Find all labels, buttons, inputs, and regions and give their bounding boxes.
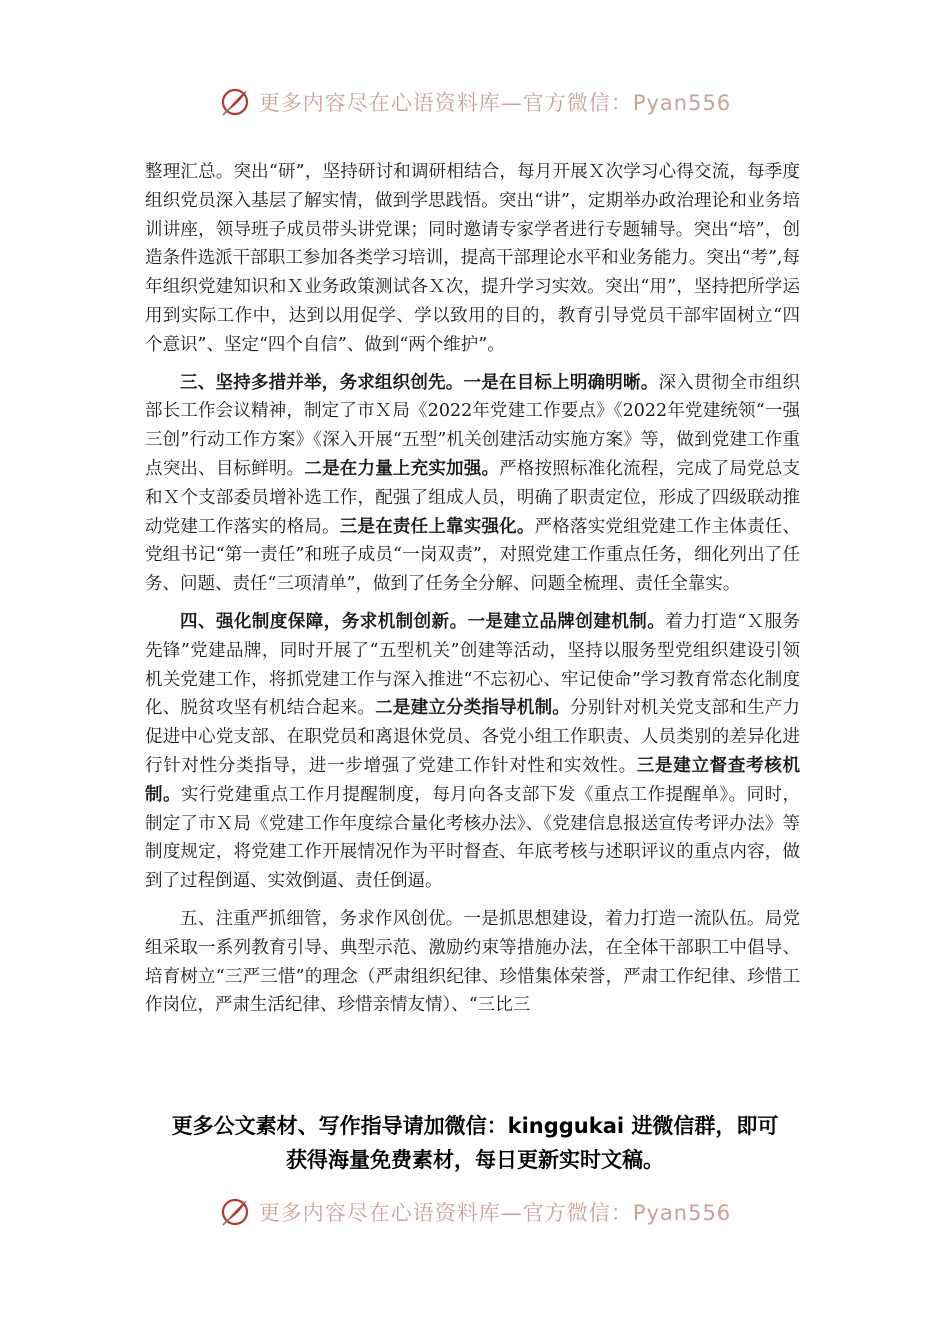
quill-logo-icon xyxy=(219,86,251,118)
document-body xyxy=(145,158,800,1020)
header-wechat-id: Pyan556 xyxy=(632,91,732,115)
paragraph-mechanism: 四、强化制度保障，务求机制创新。一是建立品牌创建机制。着力打造“Ｘ服务先锋”党建品牌，同时开展了“五型机关”创建等活动，坚持以服务型党组织建设引领机关党建工作，将抓党建工作与深入推进“不忘初心、牢记使命”学习教育常态化制度化、脱贫攻坚有机结合起来。二是建立分类指导机制。分别针对机关党支部和生产力促进中心党支部、在职党员和离退休党员、各党小组工作职责、人员类别的差异化进行针对性分类指导，进一步增强了党建工作针对性和实效性。三是建立督查考核机制。实行党建重点工作月提醒制度，每月向各支部下发《重点工作提醒单》。同时，制定了市Ｘ局《党建工作年度综合量化考核办法》、《党建信息报送宣传考评办法》等制度规定，将党建工作开展情况作为平时督查、年底考核与述职评议的重点内容，做到了过程倒逼、实效倒逼、责任倒逼。 xyxy=(145,611,801,892)
promo-notice xyxy=(135,1109,815,1177)
paragraph-organization: 三、坚持多措并举，务求组织创先。一是在目标上明确明晰。深入贯彻全市组织部长工作会议精神，制定了市Ｘ局《2022年党建工作要点》《2022年党建统领“一强三创”行动工作方案》《深入开展“五型”机关创建活动实施方案》等，做到党建工作重点突出、目标鲜明。二是在力量上充实加强。严格按照标准化流程，完成了局党总支和Ｘ个支部委员增补选工作，配强了组成人员，明确了职责定位，形成了四级联动推动党建工作落实的格局。三是在责任上靠实强化。严格落实党组党建工作主体责任、党组书记“第一责任”和班子成员“一岗双责”，对照党建工作重点任务，细化列出了任务、问题、责任“三项清单”，做到了任务全分解、问题全梳理、责任全靠实。 xyxy=(145,372,801,595)
point-2-heading: 二是在力量上充实加强。 xyxy=(304,458,500,479)
paragraph-study: 整理汇总。突出“研”，坚持研讨和调研相结合，每月开展Ｘ次学习心得交流，每季度组织党员深入基层了解实情，做到学思践悟。突出“讲”，定期举办政治理论和业务培训讲座，领导班子成员带头讲党课；同时邀请专家学者进行专题辅导。突出“培”，创造条件选派干部职工参加各类学习培训，提高干部理论水平和业务能力。突出“考”,每年组织党建知识和Ｘ业务政策测试各Ｘ次，提升学习实效。突出“用”，坚持把所学运用到实际工作中，达到以用促学、学以致用的目的，教育引导党员干部牢固树立“四个意识”、坚定“四个自信”、做到“两个维护”。 xyxy=(145,162,800,355)
promo-line-1: 更多公文素材、写作指导请加微信：kinggukai 进微信群，即可 xyxy=(171,1114,779,1138)
paragraph-style: 五、注重严抓细管，务求作风创优。一是抓思想建设，着力打造一流队伍。局党组采取一系列教育引导、典型示范、激励约束等措施办法，在全体干部职工中倡导、培育树立“三严三惜”的理念（严肃组织纪律、珍惜集体荣誉，严肃工作纪律、珍惜工作岗位，严肃生活纪律、珍惜亲情友情）、“三比三 xyxy=(145,908,800,1016)
point-1-heading: 一是在目标上明确明晰。 xyxy=(463,372,659,393)
footer-banner xyxy=(0,1192,950,1232)
quill-logo-icon xyxy=(219,1196,251,1228)
point-1-heading: 一是建立品牌创建机制。 xyxy=(467,611,666,632)
point-3-heading: 三是建立督查考核机制。 xyxy=(145,755,801,805)
section-heading-3: 三、坚持多措并举，务求组织创先。 xyxy=(180,372,464,393)
promo-line-2: 获得海量免费素材，每日更新实时文稿。 xyxy=(286,1148,664,1172)
header-banner xyxy=(0,82,950,122)
header-banner-text: 更多内容尽在心语资料库—官方微信：Pyan556 xyxy=(258,91,732,115)
footer-banner-text: 更多内容尽在心语资料库—官方微信：Pyan556 xyxy=(258,1201,732,1225)
footer-wechat-id: Pyan556 xyxy=(632,1201,732,1225)
section-heading-4: 四、强化制度保障，务求机制创新。 xyxy=(180,611,468,632)
point-2-heading: 二是建立分类指导机制。 xyxy=(375,698,571,719)
point-3-heading: 三是在责任上靠实强化。 xyxy=(339,516,535,537)
